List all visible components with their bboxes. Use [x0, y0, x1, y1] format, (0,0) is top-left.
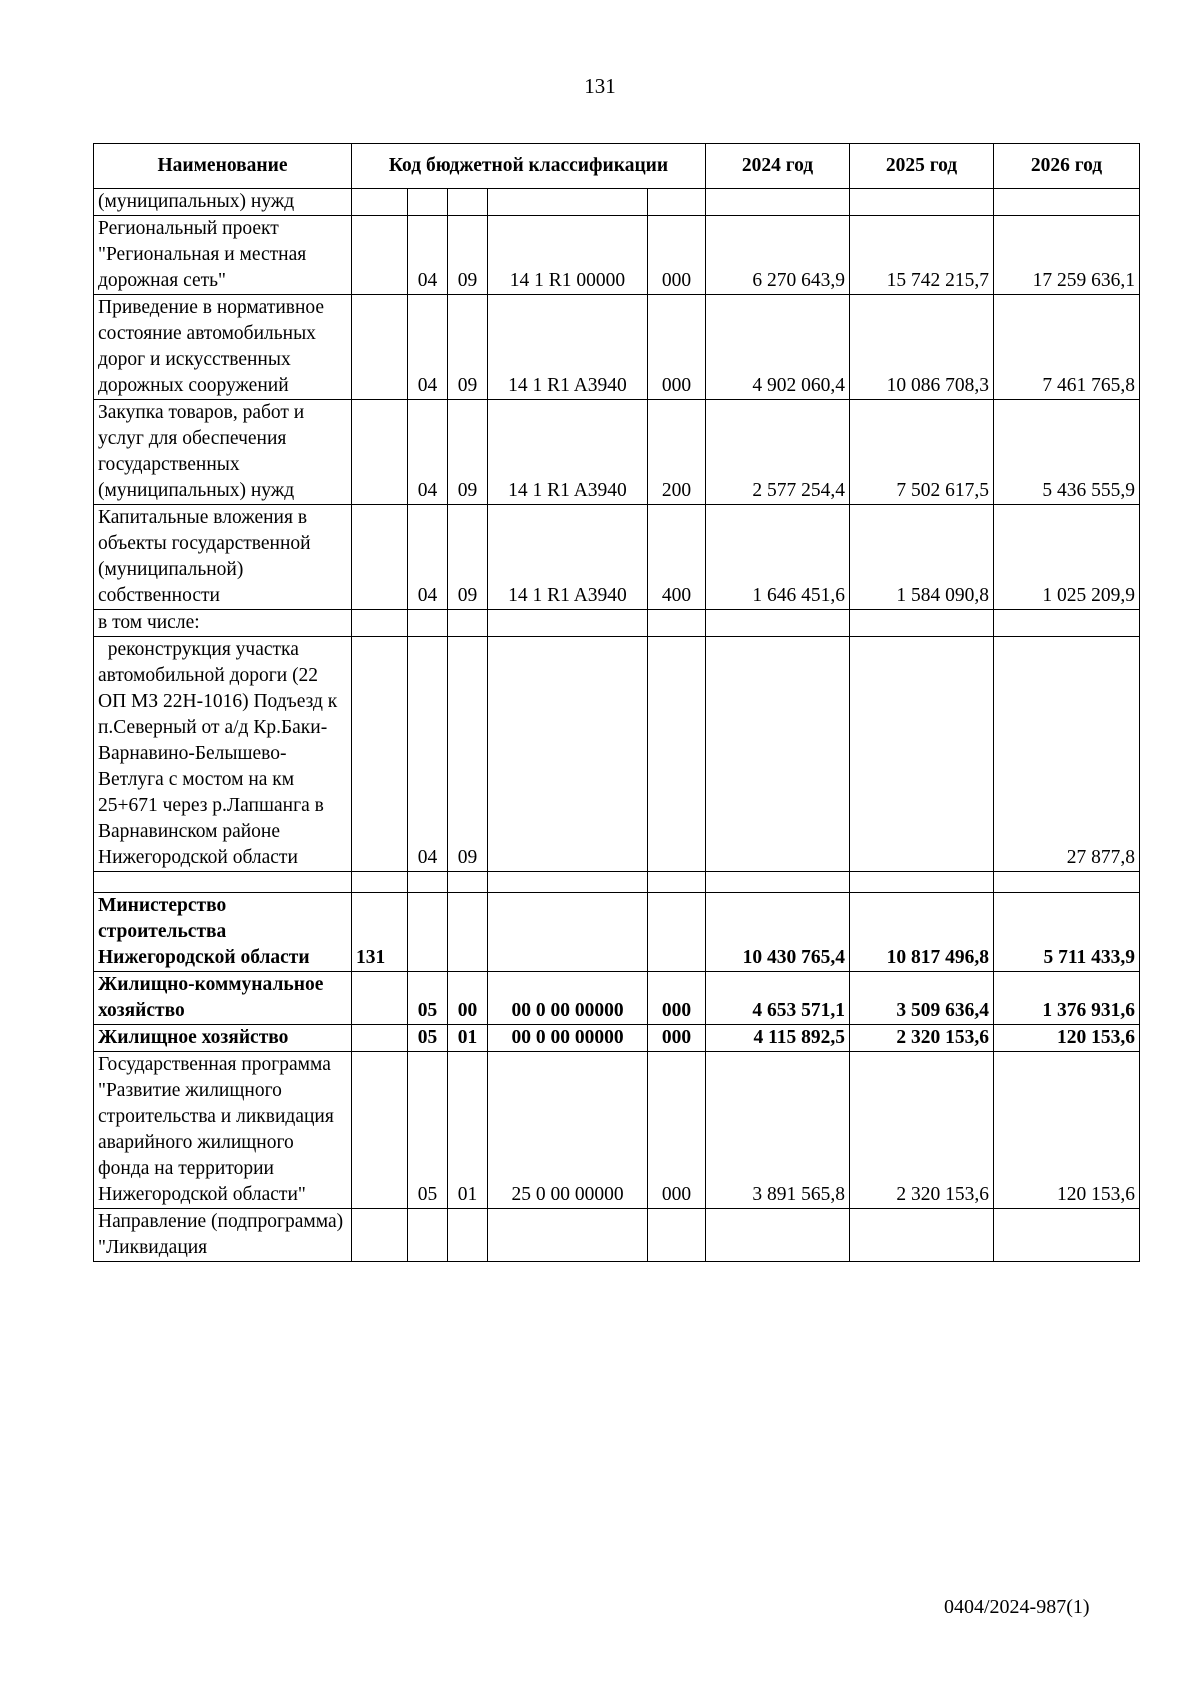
value-2024 [706, 189, 850, 216]
code-target [488, 893, 648, 972]
code-target [488, 637, 648, 872]
row-name: Приведение в нормативное состояние автомобильных дорог и искусственных дорожных сооружений [94, 295, 352, 400]
value-2024: 4 902 060,4 [706, 295, 850, 400]
value-2024: 4 115 892,5 [706, 1025, 850, 1052]
row-name: в том числе: [94, 610, 352, 637]
code-expense-type [648, 637, 706, 872]
code-expense-type [648, 893, 706, 972]
value-2025 [850, 637, 994, 872]
code-target: 14 1 R1 A3940 [488, 505, 648, 610]
code-target: 25 0 00 00000 [488, 1052, 648, 1209]
code-ministry [352, 637, 408, 872]
table-row [94, 1025, 1140, 1052]
code-subsection: 00 [448, 972, 488, 1025]
code-section [408, 189, 448, 216]
code-subsection: 09 [448, 505, 488, 610]
value-2025 [850, 872, 994, 893]
code-expense-type [648, 610, 706, 637]
table-row [94, 637, 1140, 872]
code-target: 00 0 00 00000 [488, 1025, 648, 1052]
table-row [94, 505, 1140, 610]
value-2024 [706, 1209, 850, 1262]
code-target [488, 189, 648, 216]
code-expense-type: 000 [648, 972, 706, 1025]
value-2025 [850, 1209, 994, 1262]
value-2025: 3 509 636,4 [850, 972, 994, 1025]
row-name: Министерство строительства Нижегородской области [94, 893, 352, 972]
table-row [94, 1209, 1140, 1262]
code-target [488, 1209, 648, 1262]
value-2024: 3 891 565,8 [706, 1052, 850, 1209]
value-2025: 7 502 617,5 [850, 400, 994, 505]
code-subsection: 09 [448, 216, 488, 295]
code-subsection: 01 [448, 1052, 488, 1209]
code-target: 14 1 R1 A3940 [488, 400, 648, 505]
header-2024: 2024 год [706, 144, 850, 189]
code-expense-type [648, 1209, 706, 1262]
code-expense-type: 000 [648, 295, 706, 400]
row-name: Государственная программа "Развитие жилищного строительства и ликвидация аварийного жилищного фонда на территории Нижегородской области" [94, 1052, 352, 1209]
code-section: 04 [408, 216, 448, 295]
table-row [94, 972, 1140, 1025]
header-row [94, 144, 1140, 189]
row-name: реконструкция участка автомобильной дороги (22 ОП МЗ 22Н-1016) Подъезд к п.Северный от а/д Кр.Баки-Варнавино-Белышево-Ветлуга с мостом на км 25+671 через р.Лапшанга в Варнавинском районе Нижегородской области [94, 637, 352, 872]
code-section: 04 [408, 400, 448, 505]
row-name [94, 872, 352, 893]
code-section: 05 [408, 1025, 448, 1052]
code-subsection: 09 [448, 637, 488, 872]
value-2024: 10 430 765,4 [706, 893, 850, 972]
row-name: Региональный проект "Региональная и местная дорожная сеть" [94, 216, 352, 295]
row-name: Закупка товаров, работ и услуг для обеспечения государственных (муниципальных) нужд [94, 400, 352, 505]
document-code: 0404/2024-987(1) [944, 1596, 1090, 1618]
value-2024: 1 646 451,6 [706, 505, 850, 610]
code-section [408, 872, 448, 893]
code-ministry [352, 505, 408, 610]
table-row [94, 189, 1140, 216]
code-ministry [352, 1052, 408, 1209]
value-2026: 1 376 931,6 [994, 972, 1140, 1025]
code-subsection: 09 [448, 295, 488, 400]
code-subsection [448, 872, 488, 893]
value-2025: 10 086 708,3 [850, 295, 994, 400]
code-expense-type: 200 [648, 400, 706, 505]
value-2026: 120 153,6 [994, 1052, 1140, 1209]
table-row [94, 1052, 1140, 1209]
value-2026 [994, 189, 1140, 216]
value-2026: 5 711 433,9 [994, 893, 1140, 972]
value-2025 [850, 610, 994, 637]
code-expense-type: 000 [648, 1052, 706, 1209]
header-name: Наименование [94, 144, 352, 189]
code-section [408, 893, 448, 972]
code-expense-type: 000 [648, 1025, 706, 1052]
value-2024: 4 653 571,1 [706, 972, 850, 1025]
code-section: 04 [408, 637, 448, 872]
value-2026: 1 025 209,9 [994, 505, 1140, 610]
code-section: 05 [408, 972, 448, 1025]
code-expense-type: 400 [648, 505, 706, 610]
code-ministry [352, 400, 408, 505]
value-2025: 10 817 496,8 [850, 893, 994, 972]
code-subsection [448, 893, 488, 972]
row-name: Капитальные вложения в объекты государственной (муниципальной) собственности [94, 505, 352, 610]
value-2025: 2 320 153,6 [850, 1025, 994, 1052]
row-name: Направление (подпрограмма) "Ликвидация [94, 1209, 352, 1262]
value-2025: 1 584 090,8 [850, 505, 994, 610]
code-section: 05 [408, 1052, 448, 1209]
code-ministry [352, 1209, 408, 1262]
value-2024 [706, 872, 850, 893]
table-row [94, 400, 1140, 505]
budget-table [93, 143, 1140, 1262]
code-target [488, 872, 648, 893]
header-code: Код бюджетной классификации [352, 144, 706, 189]
row-name: Жилищно-коммунальное хозяйство [94, 972, 352, 1025]
value-2026: 27 877,8 [994, 637, 1140, 872]
code-expense-type: 000 [648, 216, 706, 295]
page-number: 131 [584, 74, 616, 98]
value-2026 [994, 1209, 1140, 1262]
code-section: 04 [408, 505, 448, 610]
table-row [94, 610, 1140, 637]
code-ministry [352, 872, 408, 893]
value-2026: 120 153,6 [994, 1025, 1140, 1052]
table-row [94, 216, 1140, 295]
value-2025 [850, 189, 994, 216]
value-2025: 15 742 215,7 [850, 216, 994, 295]
code-subsection: 09 [448, 400, 488, 505]
header-2025: 2025 год [850, 144, 994, 189]
value-2024 [706, 610, 850, 637]
code-expense-type [648, 189, 706, 216]
value-2025: 2 320 153,6 [850, 1052, 994, 1209]
code-expense-type [648, 872, 706, 893]
code-ministry: 131 [352, 893, 408, 972]
code-subsection [448, 1209, 488, 1262]
value-2026: 7 461 765,8 [994, 295, 1140, 400]
code-section [408, 1209, 448, 1262]
row-name: Жилищное хозяйство [94, 1025, 352, 1052]
header-2026: 2026 год [994, 144, 1140, 189]
value-2024: 6 270 643,9 [706, 216, 850, 295]
value-2024: 2 577 254,4 [706, 400, 850, 505]
code-target: 00 0 00 00000 [488, 972, 648, 1025]
row-name: (муниципальных) нужд [94, 189, 352, 216]
code-subsection [448, 610, 488, 637]
code-subsection [448, 189, 488, 216]
code-section [408, 610, 448, 637]
code-section: 04 [408, 295, 448, 400]
value-2026 [994, 610, 1140, 637]
code-target: 14 1 R1 00000 [488, 216, 648, 295]
code-target [488, 610, 648, 637]
code-ministry [352, 189, 408, 216]
code-subsection: 01 [448, 1025, 488, 1052]
empty-row [94, 872, 1140, 893]
code-target: 14 1 R1 A3940 [488, 295, 648, 400]
code-ministry [352, 295, 408, 400]
value-2026 [994, 872, 1140, 893]
value-2026: 5 436 555,9 [994, 400, 1140, 505]
code-ministry [352, 610, 408, 637]
value-2024 [706, 637, 850, 872]
value-2026: 17 259 636,1 [994, 216, 1140, 295]
table-row [94, 893, 1140, 972]
code-ministry [352, 972, 408, 1025]
code-ministry [352, 1025, 408, 1052]
code-ministry [352, 216, 408, 295]
table-row [94, 295, 1140, 400]
